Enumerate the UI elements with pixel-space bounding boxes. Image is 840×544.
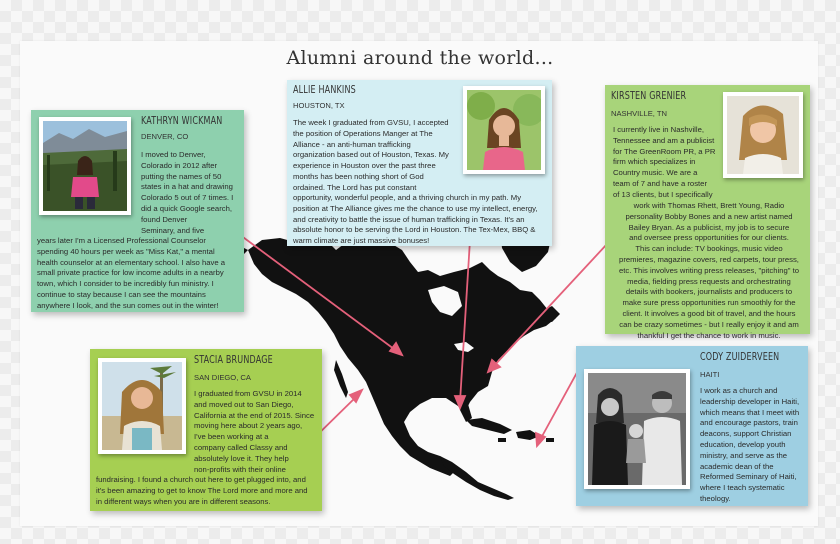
text-line: I currently live in Nashville,	[613, 125, 705, 134]
text-line: health counselor at an elementary school. I also have a	[37, 257, 226, 267]
text-line: Bailey Bryan. As a publicist, my job is to secure	[628, 222, 790, 232]
text-line: I work as a church and	[700, 386, 778, 395]
allie-text-wide	[293, 193, 549, 247]
text-line: it's been amazing to get to know The Lord more and more and	[96, 485, 308, 495]
text-line: deacons, support Christian	[700, 429, 792, 439]
text-line: ordained. The Lord has put constant	[293, 182, 417, 192]
text-line: company called Classy and	[194, 442, 288, 452]
text-line: work with Thomas Rhett, Brett Young, Radio	[633, 201, 785, 210]
text-line: months has been nothing short of God	[293, 171, 424, 181]
kathryn-text-narrow	[141, 150, 233, 236]
text-line: academic dean of the	[700, 461, 774, 471]
alumni-card-cody	[576, 346, 808, 506]
text-line: I moved to Denver,	[141, 150, 206, 159]
text-line: did a quick Google search,	[141, 203, 233, 213]
map-central-america	[440, 456, 514, 500]
kirsten-photo	[723, 92, 803, 178]
text-line: education, develop youth	[700, 439, 786, 449]
text-line: client. It involves a good bit of travel, and the hours	[622, 308, 796, 318]
map-cuba	[466, 418, 512, 434]
text-line: The week I graduated from GVSU, I accepted	[293, 118, 449, 127]
text-line: experience in Houston over the past three	[293, 161, 436, 171]
allie-photo	[463, 86, 545, 174]
text-line: etc. This involves writing press releases, "pitching" to	[618, 265, 800, 275]
text-line: opportunity, wonderful people, and a thriving church in my path. My	[293, 193, 522, 202]
text-line: media, fielding press requests and orchestrating	[627, 276, 791, 286]
text-line: and moved out to San Diego,	[194, 399, 294, 409]
text-line: Colorado 5 out of 7 times. I	[141, 193, 234, 203]
text-line: found Denver	[141, 214, 188, 224]
text-line: small private practice for low income adults in a nearby	[37, 268, 224, 278]
text-line: and oversee press opportunities for our clients.	[629, 233, 789, 243]
allie-text-narrow	[293, 118, 449, 194]
alumni-card-allie	[287, 80, 552, 246]
text-line: position at The Alliance gives me the chance to use my intellect, energy,	[293, 203, 538, 213]
text-line: of 13 clients, but I specifically	[613, 189, 713, 199]
text-line: and creativity to battle the issue of human trafficking in Texas. It's an	[293, 214, 525, 224]
cody-location: HAITI	[700, 370, 720, 379]
kirsten-location: NASHVILLE, TN	[611, 109, 667, 118]
text-line: Tennessee and am a publicist	[613, 135, 715, 145]
text-line: theology.	[700, 493, 731, 503]
text-line: Country music. We are a	[613, 168, 698, 178]
text-line: years later I'm a Licensed Professional Counselor	[37, 236, 206, 245]
stacia-text-narrow	[194, 389, 314, 475]
text-line: absolute honor to be serving the Lord in Houston. The Tex-Mex, BBQ &	[293, 225, 536, 235]
cody-photo	[584, 369, 690, 489]
text-line: make sure press opportunities run smoothly for the	[622, 298, 796, 308]
text-line: states in a hat and drawing	[141, 182, 233, 192]
map-puerto-rico	[546, 438, 554, 442]
text-line: I've been working at a	[194, 432, 269, 442]
alumni-card-stacia	[90, 349, 322, 511]
text-line: can be crazy sometimes - but I really enjoy it and am	[619, 319, 799, 329]
text-line: non-profits with their online	[194, 464, 286, 474]
text-line: I graduated from GVSU in 2014	[194, 389, 302, 398]
kathryn-photo	[39, 117, 131, 215]
text-line: California at the end of 2015. Since	[194, 410, 315, 420]
text-line: for The GreenRoom PR, a PR	[613, 146, 716, 156]
text-line: warm climate are just massive bonuses!	[293, 236, 430, 246]
alumni-card-kirsten	[605, 85, 810, 340]
text-line: which means that I meet with	[700, 407, 800, 417]
text-line: anywhere I look, and the sun comes out in the winter!	[37, 300, 219, 310]
kirsten-name: KIRSTEN GRENIER	[611, 90, 687, 102]
page-title: Alumni around the world...	[286, 47, 554, 69]
text-line: Seminary, and five	[141, 225, 205, 235]
alumni-card-kathryn	[31, 110, 244, 312]
kathryn-name: KATHRYN WICKMAN	[141, 115, 223, 127]
text-line: Alliance - an anti-human trafficking	[293, 139, 411, 149]
stacia-text-wide	[96, 475, 320, 507]
map-jamaica	[498, 438, 506, 442]
text-line: personality Bobby Bones and a new artist named	[625, 211, 793, 221]
text-line: firm which specializes in	[613, 157, 696, 167]
text-line: Reformed Seminary of Haiti,	[700, 472, 797, 482]
text-line: leadership developer in Haiti,	[700, 396, 800, 406]
text-line: fundraising. I found a church out here to get plugged into, and	[96, 475, 306, 484]
text-line: premieres, magazine covers, red carpets, tour press,	[619, 254, 799, 264]
text-line: This can include: TV bookings, music video	[635, 244, 783, 254]
stacia-photo	[98, 358, 186, 454]
text-line: the position of Operations Manger at The	[293, 128, 433, 138]
text-line: Colorado in 2012 after	[141, 160, 218, 170]
text-line: team of 7 and have a roster	[613, 178, 708, 188]
text-line: putting the names of 50	[141, 171, 222, 181]
text-line: town, which I consider to be incredibly fun ministry. I	[37, 279, 214, 289]
allie-name: ALLIE HANKINS	[293, 84, 356, 96]
kirsten-text-wide	[611, 201, 807, 341]
kathryn-text-wide	[37, 236, 242, 312]
text-line: spending 40 hours per week as "Miss Kat," a mental	[37, 246, 215, 256]
text-line: ministry, and serve as the	[700, 450, 788, 460]
stacia-name: STACIA BRUNDAGE	[194, 354, 273, 366]
stacia-location: SAN DIEGO, CA	[194, 373, 251, 382]
kirsten-text-narrow	[613, 125, 715, 201]
arrow-cody	[540, 367, 580, 440]
text-line: organization based out of Houston, Texas. My	[293, 150, 449, 160]
text-line: and encourage pastors, train	[700, 418, 798, 428]
text-line: continue to stay because I can see the mountains	[37, 289, 206, 299]
text-line: details with bookers, journalists and producers to	[625, 287, 793, 297]
text-line: moving here about 2 years ago,	[194, 421, 303, 431]
cody-name: CODY ZUIDERVEEN	[700, 351, 780, 363]
text-line: thankful I get the chance to work in music.	[637, 330, 781, 340]
text-line: where I teach systematic	[700, 483, 785, 493]
text-line: absolutely love it. They help	[194, 453, 289, 463]
kathryn-location: DENVER, CO	[141, 132, 189, 141]
map-baja	[334, 360, 348, 398]
cody-text	[700, 386, 799, 505]
text-line: in different ways when you are in different seasons.	[96, 496, 271, 506]
allie-location: HOUSTON, TX	[293, 101, 345, 110]
